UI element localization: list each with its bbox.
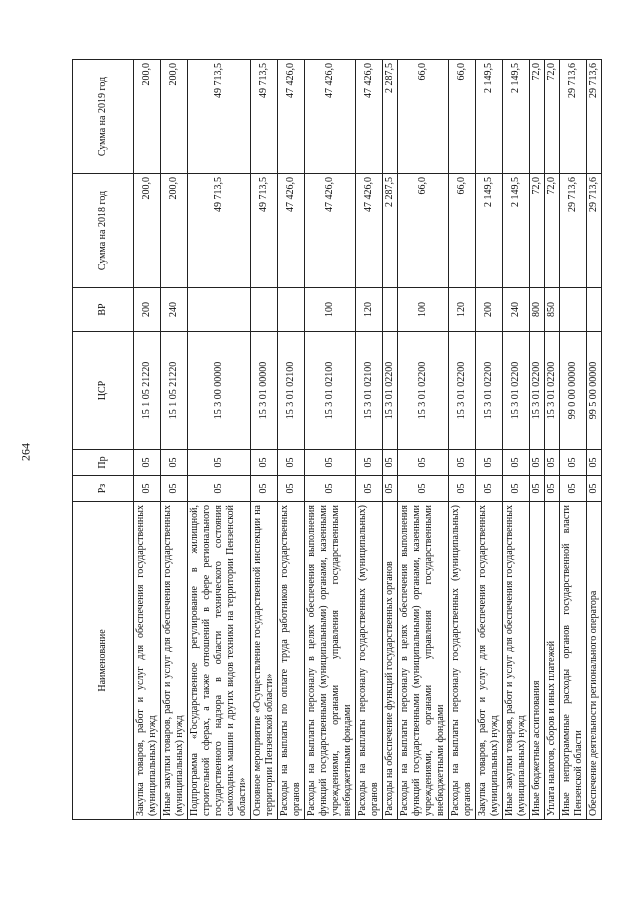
header-csr: ЦСР (73, 332, 134, 450)
row-csr: 15 3 01 00000 (251, 332, 278, 450)
table-row (251, 60, 278, 820)
row-vr (560, 288, 587, 332)
row-vr: 100 (398, 288, 449, 332)
table-row (587, 60, 602, 820)
row-pr: 05 (503, 450, 530, 476)
row-pr: 05 (587, 450, 602, 476)
row-rz: 05 (383, 476, 398, 502)
header-rz: Рз (73, 476, 134, 502)
row-csr: 15 3 01 02200 (449, 332, 476, 450)
row-rz: 05 (530, 476, 545, 502)
row-vr: 240 (161, 288, 188, 332)
row-pr: 05 (560, 450, 587, 476)
row-name: Иные бюджетные ассигнования (530, 502, 545, 820)
row-pr: 05 (278, 450, 305, 476)
row-name: Подпрограмма «Государственное регулирование в жилищной, строительной сферах, а также отношений в сфере регионального государственного надзора в области технического состояния самоходных машин и других видов техники на территории Пензенской области» (188, 502, 251, 820)
row-sum-2018: 2 149,5 (476, 174, 503, 288)
row-rz: 05 (278, 476, 305, 502)
row-vr: 100 (305, 288, 356, 332)
row-vr: 200 (134, 288, 161, 332)
table-row (188, 60, 251, 820)
row-csr: 15 3 00 00000 (188, 332, 251, 450)
row-rz: 05 (560, 476, 587, 502)
row-sum-2018: 29 713,6 (560, 174, 587, 288)
row-name: Уплата налогов, сборов и иных платежей (545, 502, 560, 820)
row-vr (278, 288, 305, 332)
row-sum-2018: 72,0 (530, 174, 545, 288)
row-vr: 800 (530, 288, 545, 332)
row-sum-2019: 47 426,0 (305, 60, 356, 174)
row-sum-2018: 49 713,5 (251, 174, 278, 288)
row-vr (383, 288, 398, 332)
row-csr: 99 5 00 00000 (587, 332, 602, 450)
table-row (161, 60, 188, 820)
row-sum-2018: 66,0 (398, 174, 449, 288)
row-sum-2019: 47 426,0 (278, 60, 305, 174)
row-pr: 05 (398, 450, 449, 476)
header-row (73, 60, 134, 820)
row-pr: 05 (530, 450, 545, 476)
row-csr: 15 3 01 02200 (398, 332, 449, 450)
row-csr: 99 0 00 00000 (560, 332, 587, 450)
table-row (356, 60, 383, 820)
row-csr: 15 3 01 02100 (305, 332, 356, 450)
row-sum-2018: 29 713,6 (587, 174, 602, 288)
row-sum-2019: 29 713,6 (560, 60, 587, 174)
row-sum-2019: 2 149,5 (476, 60, 503, 174)
row-name: Расходы на выплаты персоналу государственных (муниципальных) органов (356, 502, 383, 820)
table-row (305, 60, 356, 820)
row-name: Обеспечение деятельности регионального оператора (587, 502, 602, 820)
table-row (503, 60, 530, 820)
row-rz: 05 (545, 476, 560, 502)
row-vr: 200 (476, 288, 503, 332)
header-sum-2018: Сумма на 2018 год (73, 174, 134, 288)
row-rz: 05 (356, 476, 383, 502)
row-rz: 05 (476, 476, 503, 502)
row-vr: 850 (545, 288, 560, 332)
table-row (449, 60, 476, 820)
table-row (278, 60, 305, 820)
row-pr: 05 (476, 450, 503, 476)
row-name: Закупка товаров, работ и услуг для обеспечения государственных (муниципальных) нужд (476, 502, 503, 820)
row-name: Расходы на обеспечение функций государственных органов (383, 502, 398, 820)
row-name: Закупка товаров, работ и услуг для обеспечения государственных (муниципальных) нужд (134, 502, 161, 820)
row-rz: 05 (188, 476, 251, 502)
row-pr: 05 (449, 450, 476, 476)
row-vr: 120 (449, 288, 476, 332)
row-sum-2019: 200,0 (161, 60, 188, 174)
rotated-table-wrapper (72, 60, 599, 820)
row-vr (587, 288, 602, 332)
row-sum-2018: 47 426,0 (305, 174, 356, 288)
row-sum-2019: 47 426,0 (356, 60, 383, 174)
row-rz: 05 (134, 476, 161, 502)
row-pr: 05 (356, 450, 383, 476)
row-sum-2019: 200,0 (134, 60, 161, 174)
row-sum-2018: 200,0 (134, 174, 161, 288)
row-name: Расходы на выплаты по оплате труда работников государственных органов (278, 502, 305, 820)
row-pr: 05 (134, 450, 161, 476)
row-pr: 05 (188, 450, 251, 476)
row-csr: 15 3 01 02200 (530, 332, 545, 450)
row-csr: 15 3 01 02200 (545, 332, 560, 450)
row-sum-2019: 66,0 (449, 60, 476, 174)
row-sum-2018: 2 149,5 (503, 174, 530, 288)
row-sum-2018: 47 426,0 (278, 174, 305, 288)
row-rz: 05 (587, 476, 602, 502)
table-row (134, 60, 161, 820)
row-sum-2019: 49 713,5 (251, 60, 278, 174)
row-vr: 240 (503, 288, 530, 332)
row-pr: 05 (161, 450, 188, 476)
row-sum-2019: 72,0 (545, 60, 560, 174)
row-name: Расходы на выплаты персоналу в целях обеспечения выполнения функций государственными (муниципальными) органами, казенными учреждениями, органами управления государственными внебюджетными фондами (305, 502, 356, 820)
row-sum-2018: 72,0 (545, 174, 560, 288)
row-sum-2018: 49 713,5 (188, 174, 251, 288)
row-sum-2018: 2 287,5 (383, 174, 398, 288)
row-pr: 05 (383, 450, 398, 476)
row-rz: 05 (161, 476, 188, 502)
row-csr: 15 1 05 21220 (134, 332, 161, 450)
header-name: Наименование (73, 502, 134, 820)
row-csr: 15 3 01 02200 (476, 332, 503, 450)
row-sum-2019: 72,0 (530, 60, 545, 174)
row-pr: 05 (305, 450, 356, 476)
table-row (383, 60, 398, 820)
row-csr: 15 1 05 21220 (161, 332, 188, 450)
row-csr: 15 3 01 02100 (356, 332, 383, 450)
header-pr: Пр (73, 450, 134, 476)
row-name: Расходы на выплаты персоналу государственных (муниципальных) органов (449, 502, 476, 820)
header-sum-2019: Сумма на 2019 год (73, 60, 134, 174)
header-vr: ВР (73, 288, 134, 332)
row-rz: 05 (398, 476, 449, 502)
row-sum-2018: 200,0 (161, 174, 188, 288)
row-vr (251, 288, 278, 332)
row-name: Иные закупки товаров, работ и услуг для обеспечения государственных (муниципальных) нужд (503, 502, 530, 820)
row-sum-2019: 29 713,6 (587, 60, 602, 174)
page-number: 264 (18, 443, 33, 461)
row-rz: 05 (251, 476, 278, 502)
row-vr (188, 288, 251, 332)
row-csr: 15 3 01 02200 (383, 332, 398, 450)
row-rz: 05 (449, 476, 476, 502)
table-row (476, 60, 503, 820)
table-row (560, 60, 587, 820)
row-sum-2019: 2 287,5 (383, 60, 398, 174)
row-name: Расходы на выплаты персоналу в целях обеспечения выполнения функций государственными (муниципальными) органами, казенными учреждениями, органами управления государственными внебюджетными фондами (398, 502, 449, 820)
row-rz: 05 (503, 476, 530, 502)
row-rz: 05 (305, 476, 356, 502)
row-csr: 15 3 01 02100 (278, 332, 305, 450)
table-row (398, 60, 449, 820)
row-pr: 05 (545, 450, 560, 476)
row-sum-2019: 66,0 (398, 60, 449, 174)
row-sum-2018: 66,0 (449, 174, 476, 288)
budget-table (72, 59, 602, 820)
table-row (545, 60, 560, 820)
row-name: Иные непрограммные расходы органов государственной власти Пензенской области (560, 502, 587, 820)
row-sum-2019: 2 149,5 (503, 60, 530, 174)
row-csr: 15 3 01 02200 (503, 332, 530, 450)
row-sum-2019: 49 713,5 (188, 60, 251, 174)
table-row (530, 60, 545, 820)
row-pr: 05 (251, 450, 278, 476)
row-vr: 120 (356, 288, 383, 332)
row-name: Основное мероприятие «Осуществление государственной инспекции на территории Пензенской области» (251, 502, 278, 820)
row-name: Иные закупки товаров, работ и услуг для обеспечения государственных (муниципальных) нужд (161, 502, 188, 820)
row-sum-2018: 47 426,0 (356, 174, 383, 288)
